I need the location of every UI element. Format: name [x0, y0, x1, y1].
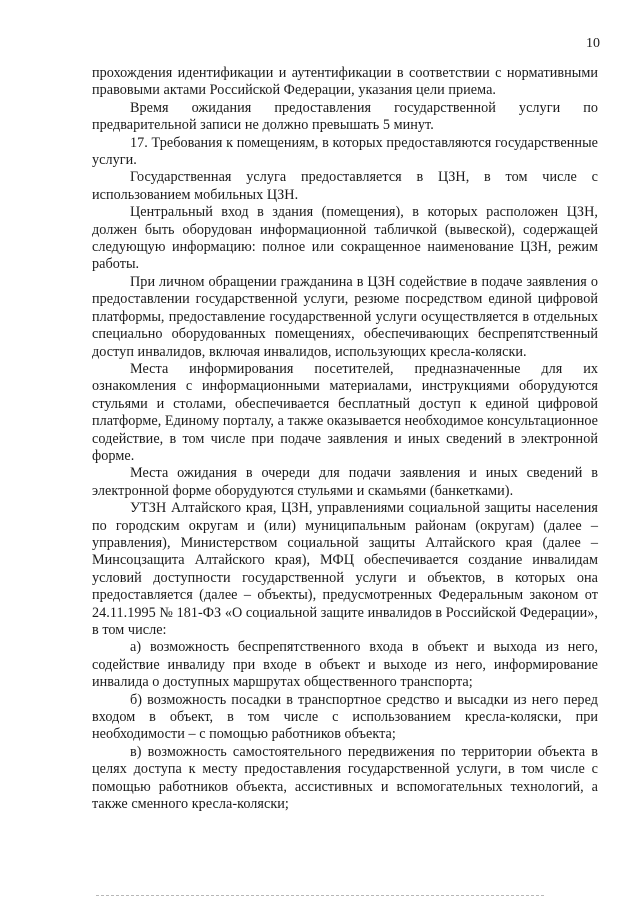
list-item-a: а) возможность беспрепятственного входа в объект и выхода из него, содействие инвалиду при входе в объект и выходе из него, информирование инвалида о доступных маршрутах общественного транспорта;	[92, 639, 598, 691]
page-number: 10	[586, 36, 600, 51]
scan-edge-line	[96, 895, 544, 896]
paragraph-waiting-time: Время ожидания предоставления государственной услуги по предварительной записи не должно превышать 5 минут.	[92, 99, 598, 134]
paragraph-entrance-sign: Центральный вход в здания (помещения), в которых расположен ЦЗН, должен быть оборудован информационной табличкой (вывеской), содержащей следующую информацию: полное или сокращенное наименование ЦЗН, режим работы.	[92, 204, 598, 273]
paragraph-information-areas: Места информирования посетителей, предназначенные для их ознакомления с информационными материалами, инструкциями оборудуются стульями и столами, обеспечивается бесплатный доступ к единой цифровой платформе, Единому порталу, а также оказывается необходимое консультационное содействие, в том числе при подаче заявления и иных сведений в электронной форме.	[92, 360, 598, 464]
paragraph-continuation: прохождения идентификации и аутентификации в соответствии с нормативными правовыми актами Российской Федерации, указания цели приема.	[92, 65, 598, 99]
paragraph-section-17-heading: 17. Требования к помещениям, в которых предоставляются государственные услуги.	[92, 134, 598, 169]
document-body	[92, 65, 598, 813]
list-item-b: б) возможность посадки в транспортное средство и высадки из него перед входом в объект, в том числе с использованием кресла-коляски, при необходимости – с помощью работников объекта;	[92, 691, 598, 743]
paragraph-waiting-areas: Места ожидания в очереди для подачи заявления и иных сведений в электронной форме оборудуются стульями и скамьями (банкетками).	[92, 465, 598, 499]
paragraph-accessibility-conditions: УТЗН Алтайского края, ЦЗН, управлениями социальной защиты населения по городским округам и (или) муниципальным районам (округам) (далее – управления), Министерством социальной защиты Алтайского края (далее – Минсоцзащита Алтайского края), МФЦ обеспечивается создание инвалидам условий доступности государственной услуги и объектов, в которых она предоставляется (далее – объекты), предусмотренных Федеральным законом от 24.11.1995 № 181-ФЗ «О социальной защите инвалидов в Российской Федерации», в том числе:	[92, 500, 598, 638]
paragraph-service-location: Государственная услуга предоставляется в ЦЗН, в том числе с использованием мобильных ЦЗН.	[92, 169, 598, 203]
list-item-v: в) возможность самостоятельного передвижения по территории объекта в целях доступа к месту предоставления государственной услуги, в том числе с помощью работников объекта, ассистивных и вспомогательных технологий, а также сменного кресла-коляски;	[92, 743, 598, 813]
paragraph-personal-visit: При личном обращении гражданина в ЦЗН содействие в подаче заявления о предоставлении государственной услуги, резюме посредством единой цифровой платформы, предоставление государственной услуги осуществляется в отдельных специально оборудованных помещениях, обеспечивающих беспрепятственный доступ инвалидов, включая инвалидов, использующих кресла-коляски.	[92, 273, 598, 360]
